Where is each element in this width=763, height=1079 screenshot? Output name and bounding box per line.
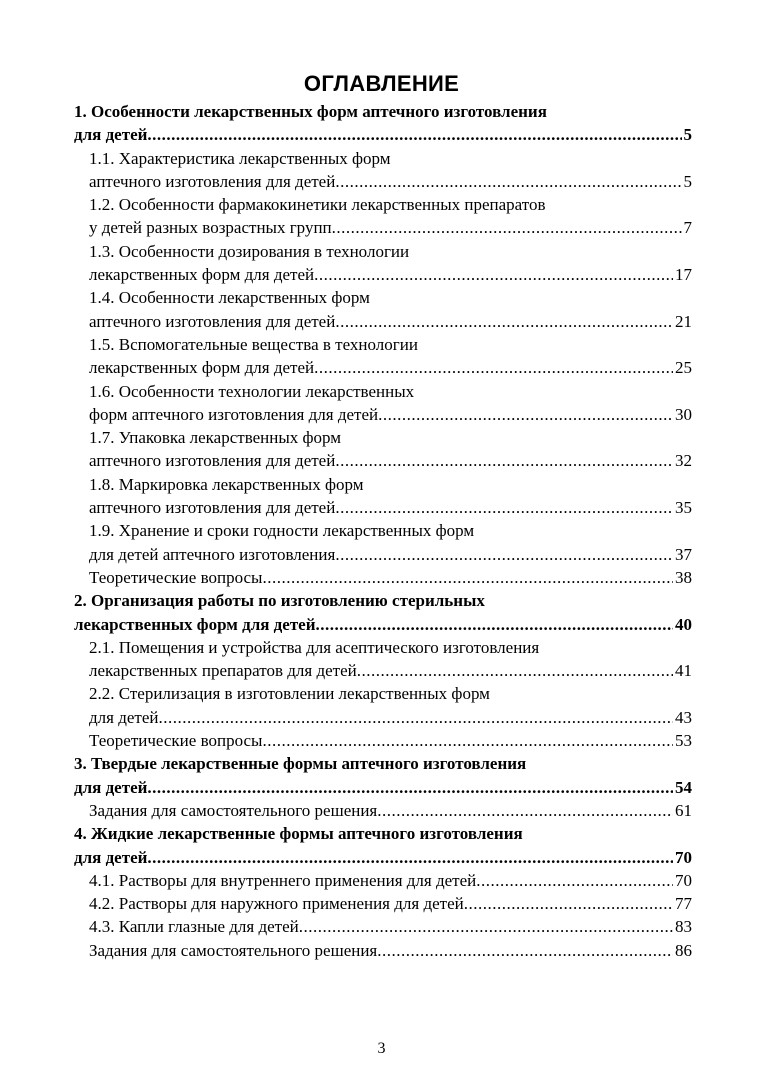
toc-entry-last-line — [89, 449, 692, 472]
toc-section-entry — [74, 286, 692, 333]
toc-section-entry — [74, 147, 692, 194]
dot-leader — [335, 449, 673, 472]
toc-page-number: 30 — [675, 404, 692, 424]
toc-section-entry — [74, 869, 692, 892]
toc-section-entry — [74, 240, 692, 287]
toc-entry-last-line — [89, 310, 692, 333]
toc-entry-text: 4.1. Растворы для внутреннего применения для детей — [89, 870, 477, 890]
page-title: ОГЛАВЛЕНИЕ — [303, 70, 460, 96]
toc-section-entry — [74, 519, 692, 566]
toc-chapter-entry — [74, 100, 692, 147]
toc-entry-text: для детей — [74, 847, 148, 867]
toc-page-number: 25 — [675, 358, 692, 378]
dot-leader — [316, 613, 673, 636]
toc-entry-text: у детей разных возрастных групп — [89, 218, 332, 238]
dot-leader — [357, 659, 673, 682]
toc-section-entry — [74, 915, 692, 938]
dot-leader — [158, 706, 673, 729]
toc-entry-last-line — [89, 356, 692, 379]
toc-section-entry — [74, 426, 692, 473]
toc-entry-last-line — [89, 892, 692, 915]
toc-entry-text: лекарственных препаратов для детей — [89, 661, 357, 681]
toc-entry-text: Задания для самостоятельного решения — [89, 940, 378, 960]
toc-entry-last-line — [89, 496, 692, 519]
toc-entry-last-line — [89, 915, 692, 938]
toc-page-number: 21 — [675, 311, 692, 331]
toc-entry-text: лекарственных форм для детей — [89, 358, 315, 378]
toc-page-number: 37 — [675, 544, 692, 564]
toc-entry-text: лекарственных форм для детей — [74, 614, 316, 634]
toc-entry-last-line — [89, 403, 692, 426]
toc-entry-text: для детей аптечного изготовления — [89, 544, 336, 564]
toc-entry-last-line — [89, 939, 692, 962]
toc-section-entry — [74, 193, 692, 240]
dot-leader — [147, 123, 681, 146]
toc-section-entry — [74, 380, 692, 427]
dot-leader — [314, 263, 673, 286]
toc-entry-text: лекарственных форм для детей — [89, 265, 315, 285]
toc-entry-text-line: 1.4. Особенности лекарственных форм — [89, 288, 370, 308]
toc-entry-last-line — [89, 799, 692, 822]
toc-entry-last-line — [89, 543, 692, 566]
toc-page-number: 61 — [675, 800, 692, 820]
toc-entry-text-line: 4. Жидкие лекарственные формы аптечного изготовления — [74, 824, 523, 844]
dot-leader — [464, 892, 673, 915]
dot-leader — [147, 776, 673, 799]
dot-leader — [314, 356, 673, 379]
toc-entry-last-line — [74, 776, 692, 799]
toc-page-number: 43 — [675, 707, 692, 727]
toc-entry-text-line: 3. Твердые лекарственные формы аптечного изготовления — [74, 754, 527, 774]
toc-page-number: 54 — [675, 777, 692, 797]
toc-entry-text-line: 1. Особенности лекарственных форм аптечного изготовления — [74, 102, 547, 121]
dot-leader — [335, 543, 673, 566]
toc-entry-text: 4.3. Капли глазные для детей — [89, 917, 299, 937]
toc-entry-last-line — [89, 263, 692, 286]
toc-entry-text-line: 1.3. Особенности дозирования в технологии — [89, 241, 410, 261]
toc-section-entry — [74, 892, 692, 915]
toc-entry-text: для детей — [89, 707, 159, 727]
toc-entry-last-line — [89, 706, 692, 729]
toc-entry-last-line — [89, 729, 692, 752]
toc-page-number: 77 — [675, 894, 692, 914]
toc-entry-text: 4.2. Растворы для наружного применения для детей — [89, 894, 464, 914]
toc-entry-text-line: 1.2. Особенности фармакокинетики лекарственных препаратов — [89, 195, 546, 215]
dot-leader — [335, 170, 681, 193]
toc-entry-text: аптечного изготовления для детей — [89, 498, 336, 518]
toc-entry-text-line: 1.9. Хранение и сроки годности лекарственных форм — [89, 521, 475, 541]
toc-entry-text-line: 2.2. Стерилизация в изготовлении лекарственных форм — [89, 684, 490, 704]
toc-entry-text-line: 1.5. Вспомогательные вещества в технологии — [89, 334, 418, 354]
toc-entry-last-line — [89, 566, 692, 589]
toc-page-number: 40 — [675, 614, 692, 634]
toc-entry-last-line — [89, 216, 692, 239]
toc-entry-last-line — [74, 613, 692, 636]
toc-section-entry — [74, 939, 692, 962]
page-number: 3 — [377, 1040, 386, 1057]
toc-section-entry — [74, 333, 692, 380]
dot-leader — [335, 310, 673, 333]
toc-entry-text: Теоретические вопросы — [89, 731, 263, 751]
dot-leader — [476, 869, 673, 892]
dot-leader — [332, 216, 682, 239]
toc-entry-text: Теоретические вопросы — [89, 567, 263, 587]
toc-entry-text: аптечного изготовления для детей — [89, 451, 336, 471]
toc-page-number: 70 — [675, 870, 692, 890]
toc-entry-last-line — [74, 123, 692, 146]
dot-leader — [299, 915, 673, 938]
toc-section-entry — [74, 682, 692, 729]
toc-entry-text: форм аптечного изготовления для детей — [89, 404, 379, 424]
toc-entry-text-line: 1.1. Характеристика лекарственных форм — [89, 148, 391, 168]
toc-entry-text-line: 2. Организация работы по изготовлению стерильных — [74, 591, 485, 611]
toc-section-entry — [74, 473, 692, 520]
toc-page-number: 5 — [683, 171, 692, 191]
toc-page-number: 32 — [675, 451, 692, 471]
toc-entry-text-line: 1.8. Маркировка лекарственных форм — [89, 474, 364, 494]
toc-page-number: 38 — [675, 567, 692, 587]
toc-entry-text: аптечного изготовления для детей — [89, 311, 336, 331]
dot-leader — [378, 403, 673, 426]
toc-section-entry — [74, 636, 692, 683]
toc-entry-last-line — [89, 869, 692, 892]
toc-page-number: 86 — [675, 940, 692, 960]
dot-leader — [377, 799, 673, 822]
toc-entry-last-line — [89, 170, 692, 193]
toc-chapter-entry — [74, 752, 692, 799]
toc-section-entry — [74, 566, 692, 589]
toc-entry-text: Задания для самостоятельного решения — [89, 800, 378, 820]
toc-section-entry — [74, 799, 692, 822]
toc-entry-text-line: 1.7. Упаковка лекарственных форм — [89, 428, 342, 448]
toc-entry-text: аптечного изготовления для детей — [89, 171, 336, 191]
toc-page-number: 70 — [675, 847, 692, 867]
dot-leader — [262, 729, 673, 752]
toc-chapter-entry — [74, 589, 692, 636]
toc-page-number: 83 — [675, 917, 692, 937]
toc-entry-last-line — [74, 846, 692, 869]
toc-entry-text-line: 1.6. Особенности технологии лекарственных — [89, 381, 415, 401]
toc-section-entry — [74, 729, 692, 752]
toc-page-number: 53 — [675, 731, 692, 751]
toc-entry-text: для детей — [74, 125, 148, 145]
dot-leader — [335, 496, 673, 519]
dot-leader — [262, 566, 673, 589]
toc-page-number: 17 — [675, 265, 692, 285]
toc-entry-text: для детей — [74, 777, 148, 797]
toc-chapter-entry — [74, 822, 692, 869]
toc-page-number: 35 — [675, 498, 692, 518]
toc-page-number: 41 — [675, 661, 692, 681]
dot-leader — [147, 846, 673, 869]
toc-page-number: 5 — [683, 125, 692, 145]
dot-leader — [377, 939, 673, 962]
toc-page-number: 7 — [683, 218, 692, 238]
toc-entry-last-line — [89, 659, 692, 682]
toc-entry-text-line: 2.1. Помещения и устройства для асептического изготовления — [89, 637, 540, 657]
table-of-contents — [74, 100, 692, 962]
